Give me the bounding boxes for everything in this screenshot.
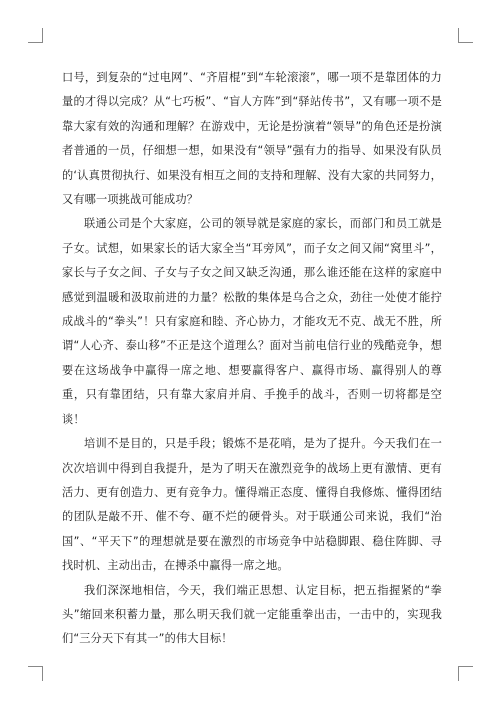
paragraph-2: 联通公司是个大家庭，公司的领导就是家庭的家长，而部门和员工就是子女。试想，如果家长的话大家全当“耳旁风”，而子女之间又闹“窝里斗”，家长与子女之间、子女与子女之间又缺乏沟通，那么谁还能在这样的家庭中感觉到温暖和汲取前进的力量？松散的集体是乌合之众，劲往一处使才能拧成战斗的“拳头”！只有家庭和睦、齐心协力，才能攻无不克、战无不胜，所谓“人心齐、泰山移”不正是这个道理么？面对当前电信行业的残酷竞争，想要在这场战争中赢得一席之地、想要赢得客户、赢得市场、赢得别人的尊重，只有靠团结，只有靠大家肩并肩、手挽手的战斗，否则一切将都是空谈！: [62, 217, 442, 426]
paragraph-4: 我们深深地相信，今天，我们端正思想、认定目标，把五指握紧的“拳头”缩回来积蓄力量，那么明天我们就一定能重拳出击，一击中的，实现我们“三分天下有其一”的伟大目标！: [62, 583, 442, 646]
paragraph-1: 口号，到复杂的“过电网”、“齐眉棍”到“车轮滚滚”，哪一项不是靠团体的力量的才得以完成？从“七巧板”、“盲人方阵”到“驿站传书”，又有哪一项不是靠大家有效的沟通和理解？在游戏中，无论是扮演着“领导”的角色还是扮演者普通的一员，仔细想一想，如果没有“领导”强有力的指导、如果没有队员的‘认真贯彻执行、如果没有相互之间的支持和理解、没有大家的共同努力，又有哪一项挑战可能成功？: [62, 71, 442, 207]
crop-mark-bottom-right: [458, 666, 473, 681]
crop-mark-top-right: [458, 28, 473, 43]
paragraph-3: 培训不是目的，只是手段；锻炼不是花哨，是为了提升。今天我们在一次次培训中得到自我提升，是为了明天在激烈竞争的战场上更有激情、更有活力、更有创造力、更有竞争力。懂得端正态度、懂得自我修炼、懂得团结的团队是敲不开、催不夸、砸不烂的硬骨头。对于联通公司来说，我们“治国”、“平天下”的理想就是要在激烈的市场竞争中站稳脚跟、稳住阵脚、寻找时机、主动出击，在搏杀中赢得一席之地。: [62, 437, 442, 573]
crop-mark-bottom-left: [28, 666, 43, 681]
crop-mark-top-left: [28, 28, 43, 43]
document-body: [62, 66, 442, 652]
